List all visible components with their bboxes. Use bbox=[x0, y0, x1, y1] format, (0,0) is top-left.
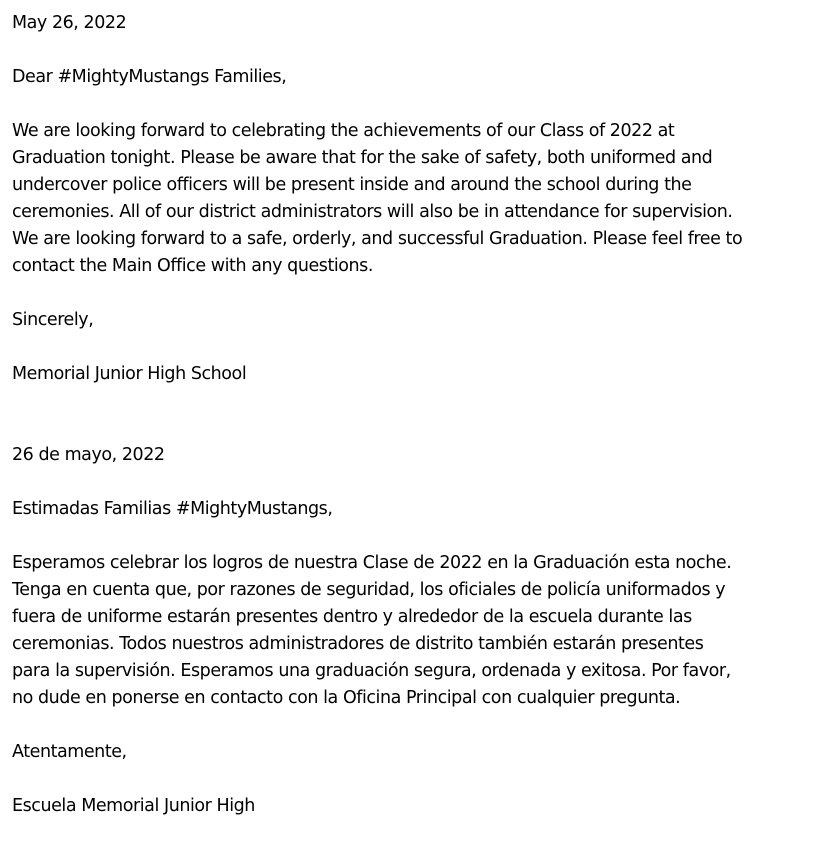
letter-date: May 26, 2022 bbox=[12, 13, 127, 33]
body-line: fuera de uniforme estarán presentes dentro y alrededor de la escuela durante las bbox=[12, 607, 692, 627]
letter-closing: Atentamente, bbox=[12, 742, 127, 762]
spanish-letter bbox=[12, 442, 827, 820]
letter-body bbox=[12, 118, 827, 280]
english-letter bbox=[12, 10, 827, 388]
document-page bbox=[12, 10, 827, 820]
letter-salutation: Estimadas Familias #MightyMustangs, bbox=[12, 499, 333, 519]
body-line: ceremonies. All of our district administrators will also be in attendance for supervision. bbox=[12, 202, 733, 222]
body-line: para la supervisión. Esperamos una graduación segura, ordenada y exitosa. Por favor, bbox=[12, 661, 731, 681]
body-line: Esperamos celebrar los logros de nuestra Clase de 2022 en la Graduación esta noche. bbox=[12, 553, 732, 573]
letter-date: 26 de mayo, 2022 bbox=[12, 445, 165, 465]
body-line: Graduation tonight. Please be aware that for the sake of safety, both uniformed and bbox=[12, 148, 713, 168]
letter-body bbox=[12, 550, 827, 712]
letter-closing: Sincerely, bbox=[12, 310, 94, 330]
letter-salutation: Dear #MightyMustangs Families, bbox=[12, 67, 287, 87]
body-line: We are looking forward to a safe, orderly, and successful Graduation. Please feel free to bbox=[12, 229, 743, 249]
body-line: contact the Main Office with any questions. bbox=[12, 256, 373, 276]
body-line: We are looking forward to celebrating the achievements of our Class of 2022 at bbox=[12, 121, 675, 141]
body-line: Tenga en cuenta que, por razones de seguridad, los oficiales de policía uniformados y bbox=[12, 580, 726, 600]
body-line: no dude en ponerse en contacto con la Oficina Principal con cualquier pregunta. bbox=[12, 688, 681, 708]
body-line: undercover police officers will be present inside and around the school during the bbox=[12, 175, 692, 195]
body-line: ceremonias. Todos nuestros administradores de distrito también estarán presentes bbox=[12, 634, 704, 654]
letter-signature: Memorial Junior High School bbox=[12, 364, 247, 384]
letter-signature: Escuela Memorial Junior High bbox=[12, 796, 255, 816]
